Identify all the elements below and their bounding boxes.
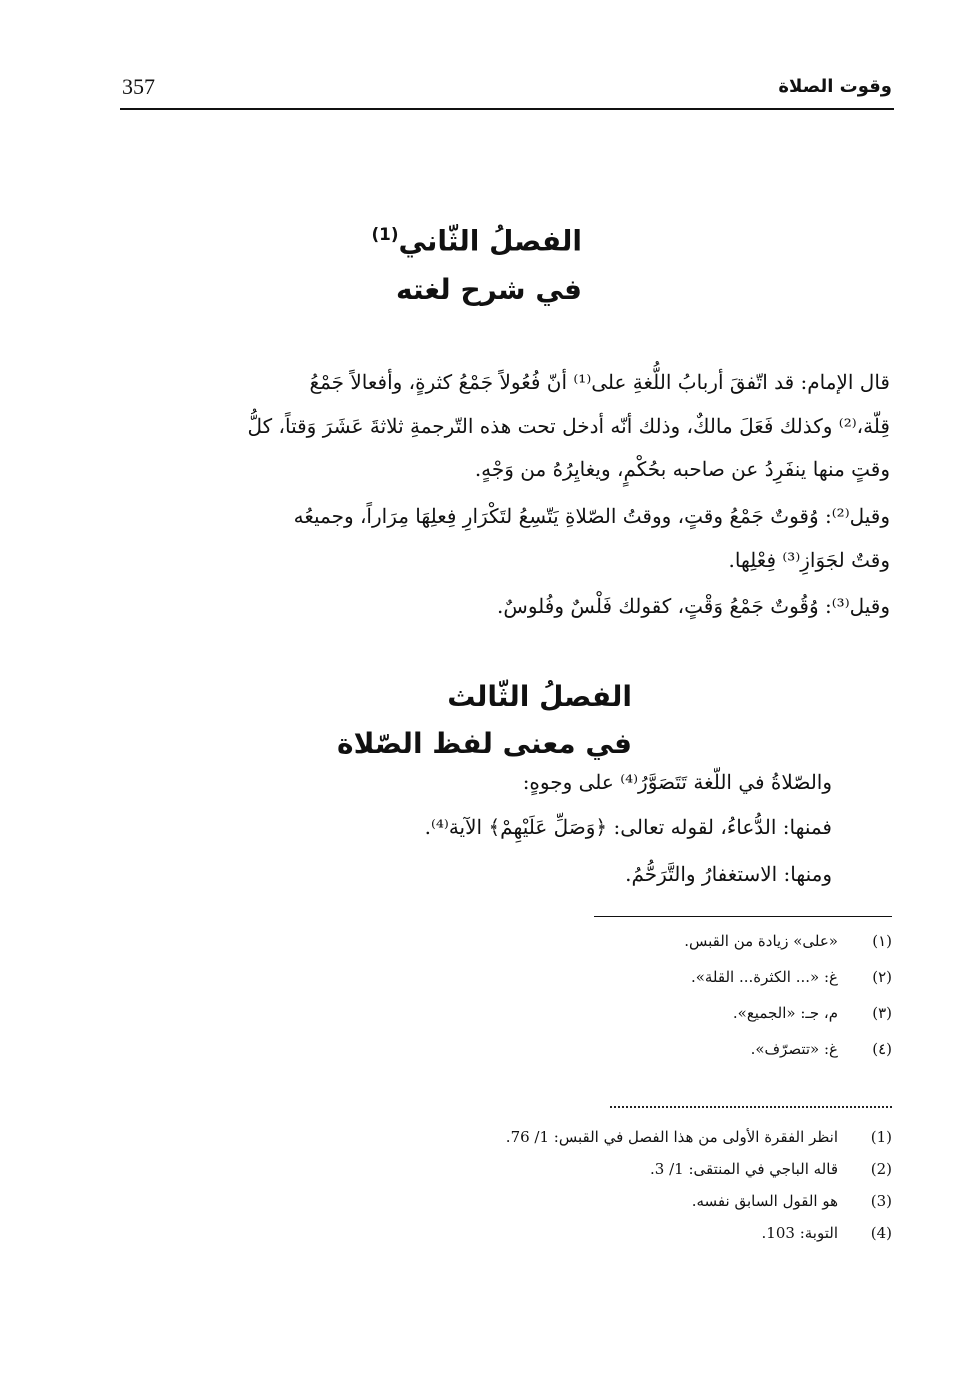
- section-2-line-2: قِلّة،⁽²⁾ وكذلك فَعَلَ مالكٌ، وذلك أنّه أدخل تحت هذه التّرجمةِ ثلاثةَ عَشَرَ وَقتاً، كلُّ: [247, 414, 890, 438]
- manuscript-note-text-2: غ: «... الكثرة... القلة».: [690, 968, 838, 986]
- section-2-line-1: قال الإمام: قد اتّفقَ أربابُ اللُّغةِ على⁽¹⁾ أنّ فُعُولاً جَمْعُ كثرةٍ، وأفعالاً جَمْعُ: [309, 370, 890, 394]
- editor-note-num-3: (3): [870, 1192, 892, 1210]
- manuscript-note-text-4: غ: «تتصرّف».: [750, 1040, 838, 1058]
- section-2-title-text: الفصلُ الثّاني: [398, 224, 582, 258]
- section-2-title-marker: (1): [371, 224, 399, 244]
- section-2-title: [371, 224, 582, 257]
- section-2-line-6: وقيل⁽³⁾: وُقُوتٌ جَمْعُ وَقْتٍ، كقولك فَلْسٌ وفُلوسٌ.: [497, 594, 890, 618]
- manuscript-note-num-2: (٢): [872, 968, 892, 986]
- manuscript-note-text-3: م، جـ: «الجميع».: [732, 1004, 838, 1022]
- section-3-subtitle: في معنى لفظ الصّلاة: [337, 727, 632, 760]
- section-3-line-3: ومنها: الاستغفارُ والتَّرَحُّمُ.: [625, 862, 832, 886]
- editor-note-text-3: هو القول السابق نفسه.: [691, 1192, 838, 1210]
- section-3-line-1: والصّلاةُ في اللّغة تَتَصَوَّرُ⁽⁴⁾ على وجوهٍ:: [522, 770, 832, 794]
- manuscript-note-num-4: (٤): [872, 1040, 892, 1058]
- manuscript-note-text-1: «على» زيادة من القبس.: [684, 932, 838, 950]
- editor-note-num-2: (2): [870, 1160, 892, 1178]
- editor-note-num-1: (1): [870, 1128, 892, 1146]
- section-3-line-2: فمنها: الدُّعاءُ، لقوله تعالى: ﴿وَصَلِّ عَلَيْهِمْ﴾ الآية⁽⁴⁾.: [424, 815, 832, 839]
- editor-note-text-1: انظر الفقرة الأولى من هذا الفصل في القبس: 1/ 76.: [505, 1128, 838, 1146]
- manuscript-note-num-1: (١): [872, 932, 892, 950]
- manuscript-note-num-3: (٣): [872, 1004, 892, 1022]
- dotted-separator: [610, 1106, 892, 1108]
- page-number: 357: [122, 74, 155, 99]
- editor-note-num-4: (4): [870, 1224, 892, 1242]
- running-title: وقوت الصلاة: [778, 76, 892, 97]
- footnote-rule: [594, 916, 892, 917]
- header-rule: [120, 108, 894, 110]
- editor-note-text-4: التوبة: 103.: [761, 1224, 838, 1242]
- section-2-subtitle: في شرح لغته: [395, 273, 582, 306]
- section-2-line-5: وقتٌ لجَوَازِ⁽³⁾ فِعْلِها.: [728, 548, 890, 572]
- section-3-title: الفصلُ الثّالث: [447, 680, 632, 713]
- section-2-line-4: وقيل⁽²⁾: وُقوتٌ جَمْعُ وقتٍ، ووقتُ الصّلاةِ يَتّسِعُ لتَكْرَارِ فِعلِهَا مِرَاراً، وجميعُه: [293, 504, 890, 528]
- editor-note-text-2: قاله الباجي في المنتقى: 1/ 3.: [649, 1160, 838, 1178]
- section-2-line-3: وقتٍ منها ينفَرِدُ عن صاحبه بحُكْمٍ، ويغايِرُهُ من وَجْهٍ.: [474, 457, 890, 481]
